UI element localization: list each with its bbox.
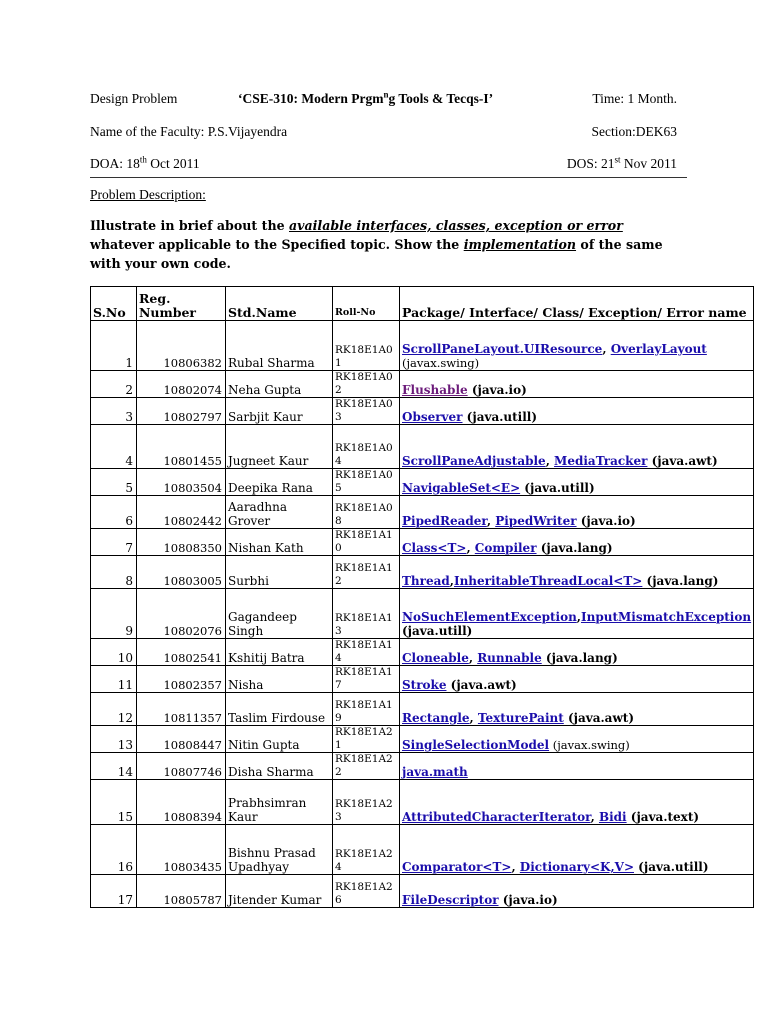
cell-package (400, 825, 754, 875)
class-link[interactable]: MediaTracker (554, 454, 648, 468)
faculty-name: Name of the Faculty: P.S.Vijayendra (90, 124, 288, 139)
class-link[interactable]: ScrollPaneLayout.UIResource (402, 342, 603, 356)
table-row (91, 875, 754, 908)
cell-student-name: Sarbjit Kaur (226, 398, 333, 425)
cell-roll-no: RK18E1A05 (333, 469, 400, 496)
assignment-table (90, 286, 754, 908)
cell-sno: 16 (91, 825, 137, 875)
cell-student-name: Kshitij Batra (226, 639, 333, 666)
package-name: (javax.swing) (402, 356, 480, 370)
cell-reg-number: 10803435 (137, 825, 226, 875)
package-text: (java.awt) (446, 678, 517, 692)
package-text: (java.io) (576, 514, 636, 528)
table-row (91, 639, 754, 666)
course-title: ‘CSE-310: Modern Prgm$^n$g Tools & Tecqs-I’ (238, 89, 494, 106)
cell-roll-no: RK18E1A04 (333, 425, 400, 469)
table-row (91, 589, 754, 639)
package-text: , (466, 541, 475, 555)
cell-reg-number: 10808350 (137, 529, 226, 556)
package-text: (java.lang) (536, 541, 613, 555)
col-header-sno: S.No (91, 287, 137, 321)
class-link[interactable]: InputMismatchException (580, 610, 752, 624)
table-row (91, 321, 754, 371)
cell-sno: 2 (91, 371, 137, 398)
class-link[interactable]: Compiler (474, 541, 537, 555)
cell-package (400, 529, 754, 556)
table-row (91, 693, 754, 726)
cell-student-name: Deepika Rana (226, 469, 333, 496)
cell-reg-number: 10802357 (137, 666, 226, 693)
cell-sno: 15 (91, 780, 137, 825)
class-link[interactable]: Cloneable (402, 651, 469, 665)
cell-roll-no: RK18E1A19 (333, 693, 400, 726)
cell-student-name: Neha Gupta (226, 371, 333, 398)
col-header-package: Package/ Interface/ Class/ Exception/ Error name (400, 287, 754, 321)
package-text: , (602, 342, 611, 356)
package-text: (java.utill) (634, 860, 709, 874)
cell-roll-no: RK18E1A23 (333, 780, 400, 825)
cell-sno: 4 (91, 425, 137, 469)
class-link[interactable]: Rectangle (402, 711, 470, 725)
col-header-reg: Reg. Number (137, 287, 226, 321)
cell-sno: 11 (91, 666, 137, 693)
cell-student-name: Nishan Kath (226, 529, 333, 556)
cell-sno: 12 (91, 693, 137, 726)
cell-reg-number: 10805787 (137, 875, 226, 908)
table-row (91, 425, 754, 469)
cell-reg-number: 10802797 (137, 398, 226, 425)
cell-package (400, 875, 754, 908)
class-link[interactable]: Class<T> (402, 541, 467, 555)
cell-sno: 9 (91, 589, 137, 639)
package-text: (java.io) (467, 383, 527, 397)
cell-package (400, 425, 754, 469)
cell-roll-no: RK18E1A10 (333, 529, 400, 556)
class-link[interactable]: NoSuchElementException (402, 610, 577, 624)
class-link[interactable]: Flushable (402, 383, 468, 397)
cell-reg-number: 10803504 (137, 469, 226, 496)
cell-student-name: Nitin Gupta (226, 726, 333, 753)
package-text: , (468, 651, 478, 665)
package-text: , (590, 810, 599, 824)
cell-roll-no: RK18E1A14 (333, 639, 400, 666)
table-row (91, 780, 754, 825)
class-link[interactable]: Comparator<T> (402, 860, 512, 874)
cell-package (400, 693, 754, 726)
table-row (91, 825, 754, 875)
cell-roll-no: RK18E1A17 (333, 666, 400, 693)
cell-package (400, 321, 754, 371)
class-link[interactable]: java.math (402, 765, 468, 779)
package-text: (java.utill) (520, 481, 595, 495)
cell-reg-number: 10802074 (137, 371, 226, 398)
package-text: , (545, 454, 555, 468)
cell-sno: 17 (91, 875, 137, 908)
cell-roll-no: RK18E1A12 (333, 556, 400, 589)
cell-package (400, 371, 754, 398)
cell-sno: 7 (91, 529, 137, 556)
cell-sno: 3 (91, 398, 137, 425)
table-header-row (91, 287, 754, 321)
dos-date: DOS: 21st Nov 2011 (566, 154, 677, 171)
cell-roll-no: RK18E1A13 (333, 589, 400, 639)
table-row (91, 371, 754, 398)
cell-student-name: Prabhsimran Kaur (226, 780, 333, 825)
class-link[interactable]: Runnable (477, 651, 542, 665)
class-link[interactable]: Observer (402, 410, 463, 424)
class-link[interactable]: ScrollPaneAdjustable (402, 454, 546, 468)
cell-reg-number: 10802541 (137, 639, 226, 666)
cell-reg-number: 10801455 (137, 425, 226, 469)
cell-student-name: Aaradhna Grover (226, 496, 333, 529)
table-row (91, 496, 754, 529)
class-link[interactable]: InheritableThreadLocal<T> (453, 574, 643, 588)
package-text: , (469, 711, 478, 725)
cell-roll-no: RK18E1A02 (333, 371, 400, 398)
col-header-name: Std.Name (226, 287, 333, 321)
table-row (91, 556, 754, 589)
package-text: , (511, 860, 520, 874)
cell-student-name: Jugneet Kaur (226, 425, 333, 469)
cell-package (400, 639, 754, 666)
cell-sno: 8 (91, 556, 137, 589)
cell-sno: 5 (91, 469, 137, 496)
class-link[interactable]: NavigableSet<E> (402, 481, 521, 495)
package-text: (java.awt) (563, 711, 635, 725)
cell-sno: 14 (91, 753, 137, 780)
class-link[interactable]: PipedReader (402, 514, 487, 528)
col-header-roll: Roll-No (333, 287, 400, 321)
package-text: , (486, 514, 496, 528)
cell-student-name: Nisha (226, 666, 333, 693)
class-link[interactable]: Stroke (402, 678, 447, 692)
time-label: Time: 1 Month. (592, 91, 677, 106)
cell-sno: 1 (91, 321, 137, 371)
package-text: (java.io) (498, 893, 558, 907)
class-link[interactable]: PipedWriter (495, 514, 577, 528)
cell-roll-no: RK18E1A22 (333, 753, 400, 780)
section-label: Section:DEK63 (591, 124, 677, 139)
table-row (91, 469, 754, 496)
cell-reg-number: 10802442 (137, 496, 226, 529)
class-link[interactable]: FileDescriptor (402, 893, 499, 907)
cell-student-name: Surbhi (226, 556, 333, 589)
cell-reg-number: 10802076 (137, 589, 226, 639)
class-link[interactable]: SingleSelectionModel (402, 738, 550, 752)
doc-type-label: Design Problem (90, 91, 178, 106)
package-text: (java.lang) (541, 651, 618, 665)
class-link[interactable]: OverlayLayout (610, 342, 707, 356)
cell-package (400, 556, 754, 589)
cell-reg-number: 10811357 (137, 693, 226, 726)
package-text: (java.utill) (402, 624, 473, 638)
cell-reg-number: 10808394 (137, 780, 226, 825)
cell-sno: 13 (91, 726, 137, 753)
cell-package (400, 780, 754, 825)
cell-package (400, 398, 754, 425)
cell-roll-no: RK18E1A24 (333, 825, 400, 875)
class-link[interactable]: Bidi (598, 810, 627, 824)
cell-sno: 6 (91, 496, 137, 529)
package-text: (java.text) (626, 810, 700, 824)
cell-roll-no: RK18E1A03 (333, 398, 400, 425)
class-link[interactable]: TexturePaint (477, 711, 564, 725)
cell-package (400, 469, 754, 496)
cell-package (400, 753, 754, 780)
cell-student-name: Bishnu Prasad Upadhyay (226, 825, 333, 875)
cell-package (400, 496, 754, 529)
doa-date: DOA: 18th Oct 2011 (90, 154, 200, 171)
package-name: (javax.swing) (549, 738, 630, 752)
class-link[interactable]: AttributedCharacterIterator (402, 810, 591, 824)
cell-student-name: Disha Sharma (226, 753, 333, 780)
cell-reg-number: 10803005 (137, 556, 226, 589)
table-row (91, 726, 754, 753)
cell-reg-number: 10808447 (137, 726, 226, 753)
cell-reg-number: 10807746 (137, 753, 226, 780)
package-text: , (449, 574, 454, 588)
package-text: (java.awt) (647, 454, 718, 468)
cell-roll-no: RK18E1A21 (333, 726, 400, 753)
cell-sno: 10 (91, 639, 137, 666)
cell-roll-no: RK18E1A01 (333, 321, 400, 371)
cell-roll-no: RK18E1A08 (333, 496, 400, 529)
cell-student-name: Rubal Sharma (226, 321, 333, 371)
cell-student-name: Taslim Firdouse (226, 693, 333, 726)
package-text: (java.utill) (462, 410, 538, 424)
header-divider (90, 177, 687, 178)
class-link[interactable]: Thread (402, 574, 450, 588)
cell-student-name: Gagandeep Singh (226, 589, 333, 639)
problem-statement: Illustrate in brief about the available interfaces, classes, exception or error whatever applicable to the Specified topic. Show the implementation of the same with your own code. (90, 218, 663, 271)
cell-student-name: Jitender Kumar (226, 875, 333, 908)
table-row (91, 666, 754, 693)
package-text: (java.lang) (642, 574, 719, 588)
cell-roll-no: RK18E1A26 (333, 875, 400, 908)
cell-package (400, 589, 754, 639)
cell-reg-number: 10806382 (137, 321, 226, 371)
table-row (91, 753, 754, 780)
package-text: , (576, 610, 581, 624)
cell-package (400, 726, 754, 753)
table-row (91, 529, 754, 556)
table-row (91, 398, 754, 425)
class-link[interactable]: Dictionary<K,V> (519, 860, 634, 874)
cell-package (400, 666, 754, 693)
problem-description-heading: Problem Description: (90, 187, 206, 202)
